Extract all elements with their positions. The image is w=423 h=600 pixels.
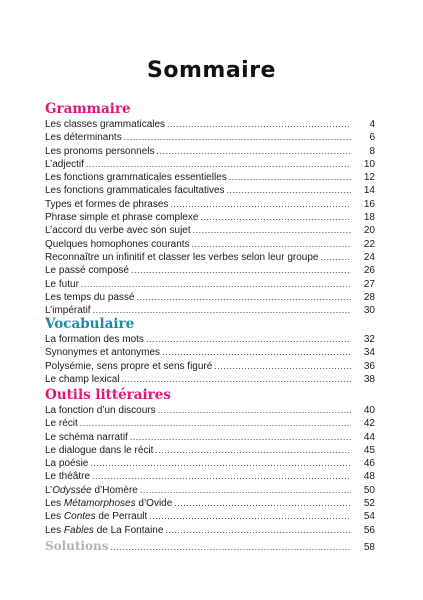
entry-label: La fonction d’un discours (45, 405, 156, 416)
entry-label: Le dialogue dans le récit (45, 444, 154, 456)
page-number: 20 (363, 225, 375, 237)
toc-entry[interactable] (45, 118, 375, 131)
dot-leader (80, 417, 351, 430)
dot-leader (146, 333, 351, 346)
toc-entry[interactable] (45, 346, 375, 359)
dot-leader (167, 118, 351, 131)
page-number: 45 (363, 444, 375, 456)
dot-leader (200, 211, 351, 224)
toc-entry[interactable] (45, 484, 375, 497)
toc-entry[interactable] (45, 145, 375, 158)
page-number: 16 (363, 198, 375, 210)
entry-label-prefix: Les (45, 498, 64, 510)
page-number: 30 (363, 305, 375, 317)
page-number: 44 (363, 431, 375, 443)
toc-entry[interactable] (45, 417, 375, 430)
section-outils-litteraires (45, 386, 375, 537)
entry-label-suffix: de Perrault (95, 511, 148, 523)
entry-label-prefix: L’ (45, 484, 53, 496)
page-number: 48 (363, 471, 375, 483)
page-number: 42 (363, 418, 375, 430)
toc-entry[interactable] (45, 524, 375, 537)
dot-leader (165, 524, 351, 537)
page-number: 58 (363, 542, 375, 553)
page-number: 38 (363, 373, 375, 385)
page-number: 4 (369, 119, 375, 130)
page-number: 50 (363, 484, 375, 496)
entry-label: Le schéma narratif (45, 431, 128, 443)
section-grammaire (45, 100, 375, 317)
page-number: 36 (363, 360, 375, 372)
entry-label (45, 510, 147, 523)
toc-entry[interactable] (45, 171, 375, 184)
dot-leader (86, 158, 351, 171)
toc-entry[interactable] (45, 291, 375, 304)
entry-label: Le champ lexical (45, 373, 120, 385)
entry-label: Le théâtre (45, 471, 91, 483)
page-number: 14 (363, 185, 375, 197)
toc-entry[interactable] (45, 404, 375, 417)
entry-label: Les fonctions grammaticales facultatives (45, 185, 225, 197)
page-number: 8 (369, 145, 375, 157)
entry-label: Reconnaître un infinitif et classer les verbes selon leur groupe (45, 251, 319, 263)
toc-entry[interactable] (45, 224, 375, 237)
page-number: 26 (363, 265, 375, 277)
entry-label (45, 497, 172, 510)
dot-leader (227, 184, 351, 197)
entry-label: Les déterminants (45, 132, 122, 144)
toc-entry[interactable] (45, 333, 375, 346)
dot-leader (320, 251, 351, 264)
toc-entry[interactable] (45, 360, 375, 373)
page-number: 54 (363, 511, 375, 523)
toc-entry[interactable] (45, 431, 375, 444)
toc-entry[interactable] (45, 251, 375, 264)
dot-leader (130, 431, 351, 444)
page-number: 24 (363, 251, 375, 263)
toc-entry[interactable] (45, 510, 375, 523)
entry-label-suffix: d’Ovide (135, 498, 173, 510)
toc-entry[interactable] (45, 373, 375, 386)
toc-entry[interactable] (45, 198, 375, 211)
toc-entry[interactable] (45, 238, 375, 251)
toc-entry[interactable] (45, 470, 375, 483)
entry-label-title: Contes (63, 511, 96, 523)
dot-leader (170, 198, 351, 211)
page-number: 10 (363, 158, 375, 170)
entry-label: Les temps du passé (45, 291, 135, 303)
dot-leader (90, 457, 351, 470)
entry-label (45, 484, 138, 497)
dot-leader (149, 510, 351, 523)
section-heading: Vocabulaire (45, 316, 135, 332)
entry-label: Types et formes de phrases (45, 198, 169, 210)
page-number: 22 (363, 238, 375, 250)
page-number: 6 (369, 132, 375, 144)
dot-leader (162, 346, 351, 359)
toc-entry[interactable] (45, 444, 375, 457)
page-number: 34 (363, 347, 375, 359)
entry-label: Synonymes et antonymes (45, 347, 161, 359)
entry-label (45, 524, 163, 537)
page-number: 46 (363, 458, 375, 470)
dot-leader (140, 484, 351, 497)
entry-label: Le futur (45, 278, 79, 290)
dot-leader (229, 171, 351, 184)
entry-label-prefix: Les (45, 511, 64, 523)
page-number: 12 (363, 172, 375, 184)
entry-label: La poésie (45, 458, 89, 470)
solutions-label: Solutions (45, 539, 109, 553)
entry-label: Les classes grammaticales (45, 119, 166, 130)
page-number: 32 (363, 334, 375, 345)
dot-leader (92, 470, 351, 483)
dot-leader (111, 539, 351, 556)
page-number: 18 (363, 212, 375, 224)
section-heading: Grammaire (45, 101, 131, 117)
entry-label-title: Odyssée (52, 484, 92, 496)
section-heading: Outils littéraires (45, 387, 171, 403)
dot-leader (155, 444, 351, 457)
entry-label-title: Métamorphoses (63, 498, 136, 510)
toc-entry[interactable] (45, 184, 375, 197)
section-vocabulaire (45, 315, 375, 386)
page-number: 40 (363, 405, 375, 416)
entry-label: L’adjectif (45, 158, 84, 170)
entry-label: L’impératif (45, 305, 91, 317)
entry-label-title: Fables (63, 524, 94, 536)
entry-label: Le récit (45, 418, 78, 430)
entry-label: Les fonctions grammaticales essentielles (45, 172, 227, 184)
page-number: 27 (363, 278, 375, 290)
page-number: 52 (363, 498, 375, 510)
entry-label: L’accord du verbe avec son sujet (45, 225, 191, 237)
dot-leader (192, 238, 351, 251)
toc-entry[interactable] (45, 457, 375, 470)
entry-label: La formation des mots (45, 334, 144, 345)
toc-entry[interactable] (45, 131, 375, 144)
dot-leader (137, 291, 352, 304)
page-title: Sommaire (147, 58, 276, 83)
toc-entry[interactable] (45, 278, 375, 291)
dot-leader (158, 404, 351, 417)
dot-leader (193, 224, 351, 237)
page-number: 56 (363, 524, 375, 536)
toc-entry[interactable] (45, 158, 375, 171)
toc-entry-solutions[interactable] (45, 538, 375, 554)
page-number: 28 (363, 291, 375, 303)
entry-label: Quelques homophones courants (45, 238, 190, 250)
entry-label: Les pronoms personnels (45, 145, 155, 157)
toc-entry[interactable] (45, 264, 375, 277)
dot-leader (174, 497, 351, 510)
entry-label-suffix: d’Homère (91, 484, 138, 496)
entry-label-prefix: Les (45, 524, 64, 536)
dot-leader (81, 278, 351, 291)
entry-label-suffix: de La Fontaine (93, 524, 164, 536)
entry-label: Polysémie, sens propre et sens figuré (45, 360, 213, 372)
toc-entry[interactable] (45, 497, 375, 510)
entry-label: Phrase simple et phrase complexe (45, 212, 199, 224)
dot-leader (214, 360, 351, 373)
toc-entry[interactable] (45, 211, 375, 224)
dot-leader (157, 145, 351, 158)
dot-leader (131, 264, 351, 277)
dot-leader (121, 373, 351, 386)
dot-leader (124, 131, 351, 144)
entry-label: Le passé composé (45, 265, 129, 277)
